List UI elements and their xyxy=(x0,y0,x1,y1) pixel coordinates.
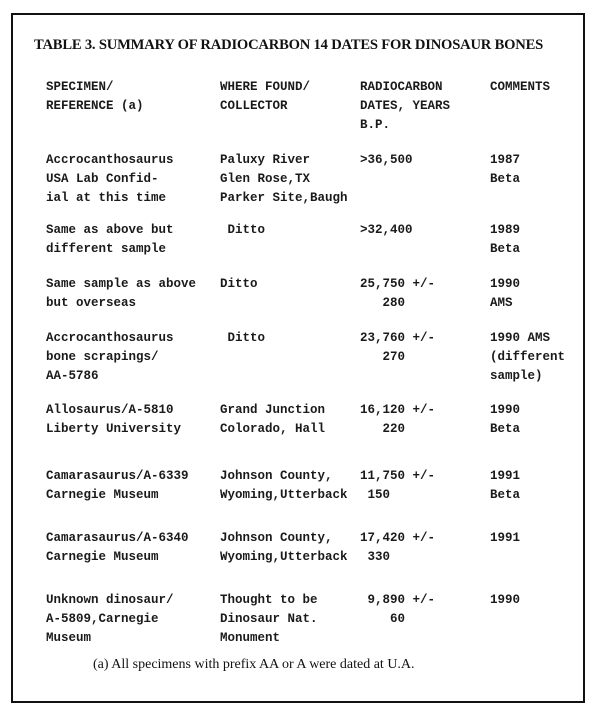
cell-comments-line: 1990 xyxy=(490,593,521,607)
cell-comments xyxy=(490,401,520,439)
cell-dates xyxy=(360,401,435,439)
cell-comments xyxy=(490,221,520,259)
cell-specimen-line: Unknown dinosaur/ xyxy=(46,593,174,607)
cell-comments-line: 1991 xyxy=(490,531,521,545)
cell-comments-line: Beta xyxy=(490,172,521,186)
cell-where xyxy=(220,151,348,208)
cell-specimen-line: Allosaurus/A-5810 xyxy=(46,403,174,417)
cell-specimen-line: but overseas xyxy=(46,296,137,310)
cell-specimen-line: Camarasaurus/A-6340 xyxy=(46,531,189,545)
cell-where xyxy=(220,275,258,294)
cell-where xyxy=(220,221,265,240)
cell-dates-line: 60 xyxy=(360,612,406,626)
cell-dates-line: 16,120 +/- xyxy=(360,403,436,417)
cell-comments xyxy=(490,329,565,386)
cell-dates xyxy=(360,591,435,629)
cell-specimen-line: ial at this time xyxy=(46,191,167,205)
cell-where-line: Ditto xyxy=(220,331,266,345)
cell-where-line: Thought to be xyxy=(220,593,318,607)
cell-dates xyxy=(360,329,435,367)
cell-dates xyxy=(360,151,413,170)
header-where-line: WHERE FOUND/ xyxy=(220,80,311,94)
cell-dates xyxy=(360,467,435,505)
header-comments-line: COMMENTS xyxy=(490,80,551,94)
header-comments xyxy=(490,78,550,97)
cell-dates-line: 330 xyxy=(360,550,391,564)
cell-comments-line: 1990 AMS xyxy=(490,331,551,345)
cell-dates-line: 220 xyxy=(360,422,406,436)
header-specimen xyxy=(46,78,144,116)
cell-comments-line: (different xyxy=(490,350,566,364)
header-dates xyxy=(360,78,450,135)
cell-specimen xyxy=(46,221,174,259)
header-where xyxy=(220,78,310,116)
cell-comments-line: Beta xyxy=(490,242,521,256)
cell-dates xyxy=(360,275,435,313)
cell-comments-line: sample) xyxy=(490,369,543,383)
cell-specimen-line: USA Lab Confid- xyxy=(46,172,159,186)
cell-where-line: Johnson County, xyxy=(220,469,333,483)
cell-specimen xyxy=(46,401,181,439)
cell-specimen xyxy=(46,467,189,505)
cell-where-line: Glen Rose,TX xyxy=(220,172,311,186)
cell-specimen-line: Accrocanthosaurus xyxy=(46,153,174,167)
header-where-line: COLLECTOR xyxy=(220,99,288,113)
cell-dates-line: >36,500 xyxy=(360,153,413,167)
table-title: TABLE 3. SUMMARY OF RADIOCARBON 14 DATES FOR DINOSAUR BONES xyxy=(34,37,544,53)
cell-specimen-line: Accrocanthosaurus xyxy=(46,331,174,345)
cell-comments-line: 1990 xyxy=(490,403,521,417)
cell-where-line: Wyoming,Utterback xyxy=(220,550,348,564)
cell-dates-line: 270 xyxy=(360,350,406,364)
cell-specimen-line: Museum xyxy=(46,631,92,645)
cell-dates-line: 17,420 +/- xyxy=(360,531,436,545)
cell-where xyxy=(220,591,318,648)
cell-where-line: Dinosaur Nat. xyxy=(220,612,318,626)
cell-comments-line: 1990 xyxy=(490,277,521,291)
cell-where xyxy=(220,329,265,348)
cell-comments-line: Beta xyxy=(490,488,521,502)
cell-dates-line: >32,400 xyxy=(360,223,413,237)
header-dates-line: DATES, YEARS xyxy=(360,99,451,113)
cell-specimen-line: Carnegie Museum xyxy=(46,550,159,564)
cell-where-line: Ditto xyxy=(220,223,266,237)
cell-specimen-line: Carnegie Museum xyxy=(46,488,159,502)
cell-where xyxy=(220,467,348,505)
cell-where-line: Monument xyxy=(220,631,281,645)
cell-comments xyxy=(490,529,520,548)
cell-specimen-line: Liberty University xyxy=(46,422,182,436)
cell-specimen xyxy=(46,591,174,648)
cell-where-line: Ditto xyxy=(220,277,258,291)
cell-specimen xyxy=(46,275,196,313)
cell-comments-line: 1991 xyxy=(490,469,521,483)
cell-specimen-line: bone scrapings/ xyxy=(46,350,159,364)
cell-dates-line: 280 xyxy=(360,296,406,310)
header-specimen-line: SPECIMEN/ xyxy=(46,80,114,94)
footnote: (a) All specimens with prefix AA or A were dated at U.A. xyxy=(93,657,415,672)
cell-where-line: Colorado, Hall xyxy=(220,422,326,436)
cell-specimen-line: AA-5786 xyxy=(46,369,99,383)
cell-comments xyxy=(490,591,520,610)
cell-comments xyxy=(490,275,520,313)
header-dates-line: B.P. xyxy=(360,118,391,132)
cell-dates xyxy=(360,529,435,567)
cell-where-line: Wyoming,Utterback xyxy=(220,488,348,502)
cell-dates-line: 25,750 +/- xyxy=(360,277,436,291)
cell-comments xyxy=(490,467,520,505)
cell-dates-line: 11,750 +/- xyxy=(360,469,436,483)
cell-specimen-line: Same sample as above xyxy=(46,277,197,291)
cell-specimen-line: Camarasaurus/A-6339 xyxy=(46,469,189,483)
cell-comments-line: Beta xyxy=(490,422,521,436)
cell-dates-line: 23,760 +/- xyxy=(360,331,436,345)
cell-dates-line: 9,890 +/- xyxy=(360,593,436,607)
cell-where-line: Parker Site,Baugh xyxy=(220,191,348,205)
cell-dates-line: 150 xyxy=(360,488,391,502)
cell-specimen xyxy=(46,329,174,386)
cell-specimen-line: different sample xyxy=(46,242,167,256)
cell-where-line: Paluxy River xyxy=(220,153,311,167)
cell-specimen xyxy=(46,529,189,567)
cell-comments xyxy=(490,151,520,189)
header-specimen-line: REFERENCE (a) xyxy=(46,99,144,113)
cell-dates xyxy=(360,221,413,240)
cell-where-line: Johnson County, xyxy=(220,531,333,545)
cell-comments-line: 1989 xyxy=(490,223,521,237)
cell-where xyxy=(220,401,325,439)
cell-comments-line: 1987 xyxy=(490,153,521,167)
cell-where xyxy=(220,529,348,567)
cell-where-line: Grand Junction xyxy=(220,403,326,417)
cell-specimen-line: A-5809,Carnegie xyxy=(46,612,159,626)
cell-specimen-line: Same as above but xyxy=(46,223,174,237)
header-dates-line: RADIOCARBON xyxy=(360,80,443,94)
cell-comments-line: AMS xyxy=(490,296,513,310)
cell-specimen xyxy=(46,151,174,208)
